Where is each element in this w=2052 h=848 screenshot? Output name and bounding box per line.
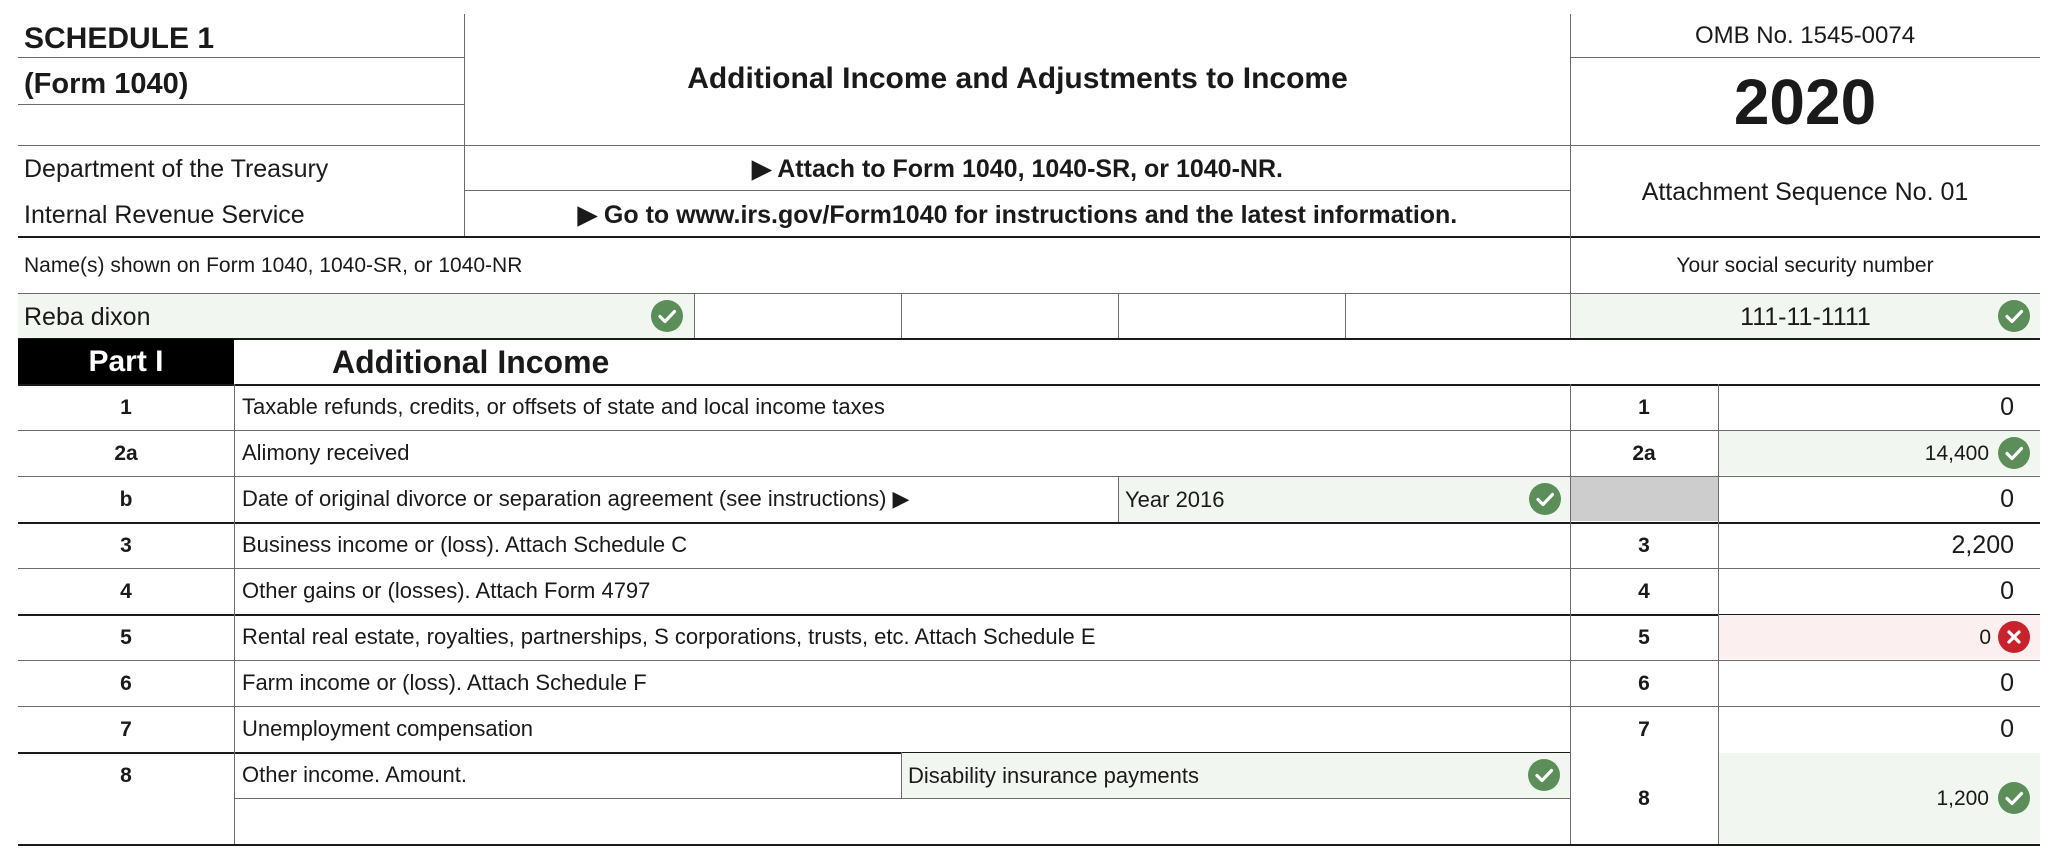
check-circle-icon xyxy=(1528,759,1560,791)
line-description: Rental real estate, royalties, partnerships, S corporations, trusts, etc. Attach Schedule E xyxy=(242,624,1096,649)
amount-value: 2,200 xyxy=(1951,531,2014,559)
amount-value: 0 xyxy=(1979,626,1991,649)
line-7-row xyxy=(18,706,2040,752)
name-extra-field-4[interactable] xyxy=(1346,294,1570,338)
x-circle-icon xyxy=(1998,621,2030,653)
line-7-amount-field[interactable] xyxy=(1719,707,2040,751)
line-4-amount-field[interactable] xyxy=(1719,569,2040,613)
line-6-row xyxy=(18,660,2040,706)
omb-number: OMB No. 1545-0074 xyxy=(1694,22,1916,49)
attachment-sequence: Attachment Sequence No. 01 xyxy=(1641,178,1969,206)
irs-label: Internal Revenue Service xyxy=(24,201,305,229)
form-title: Additional Income and Adjustments to Income xyxy=(687,62,1348,95)
line-number: b xyxy=(119,488,133,511)
line-description: Other income. Amount. xyxy=(242,762,467,787)
line-number: 3 xyxy=(120,534,132,557)
other-income-description-continuation[interactable] xyxy=(235,799,1570,843)
line-8-row xyxy=(18,752,2040,844)
schedule-label: SCHEDULE 1 xyxy=(24,22,215,55)
line-number: 7 xyxy=(120,718,132,741)
amount-value: 0 xyxy=(2000,577,2014,605)
line-description: Farm income or (loss). Attach Schedule F xyxy=(242,670,647,695)
shaded-box xyxy=(1571,477,1718,521)
name-extra-field-3[interactable] xyxy=(1119,294,1345,338)
divorce-year-field[interactable] xyxy=(1119,477,1570,521)
line-2b-amount-field[interactable] xyxy=(1719,477,2040,521)
line-1-row xyxy=(18,384,2040,430)
line-number: 6 xyxy=(120,672,132,695)
line-box-number: 5 xyxy=(1638,626,1650,649)
line-description: Other gains or (losses). Attach Form 4797 xyxy=(242,578,651,603)
tax-year: 2020 xyxy=(1733,66,1877,138)
part-label-text: Part I xyxy=(88,345,164,378)
line-number: 1 xyxy=(120,396,132,419)
line-2b-row xyxy=(18,476,2040,522)
attach-instruction: ▶ Attach to Form 1040, 1040-SR, or 1040-NR. xyxy=(752,155,1283,183)
line-number: 8 xyxy=(120,764,132,787)
amount-value: 0 xyxy=(2000,485,2014,513)
check-circle-icon xyxy=(1998,437,2030,469)
name-extra-field-2[interactable] xyxy=(902,294,1118,338)
line-description: Business income or (loss). Attach Schedule C xyxy=(242,532,688,557)
line-5-row xyxy=(18,614,2040,660)
check-circle-icon xyxy=(1998,782,2030,814)
name-value: Reba dixon xyxy=(24,303,151,331)
line-3-amount-field[interactable] xyxy=(1719,523,2040,567)
line-box-number: 4 xyxy=(1638,580,1650,603)
line-2a-amount-field[interactable] xyxy=(1719,431,2040,475)
line-box-number: 6 xyxy=(1638,672,1650,695)
amount-value: 1,200 xyxy=(1936,787,1989,810)
line-number: 5 xyxy=(120,626,132,649)
line-6-amount-field[interactable] xyxy=(1719,661,2040,705)
line-number: 4 xyxy=(120,580,132,603)
check-circle-icon xyxy=(1529,483,1561,515)
line-3-row xyxy=(18,522,2040,568)
amount-value: 0 xyxy=(2000,669,2014,697)
name-extra-field-1[interactable] xyxy=(695,294,901,338)
other-income-description-field[interactable] xyxy=(902,753,1570,798)
amount-value: 14,400 xyxy=(1924,442,1989,465)
divorce-year-value: Year 2016 xyxy=(1125,487,1225,512)
line-description: Alimony received xyxy=(242,440,410,465)
name-field[interactable] xyxy=(18,294,694,338)
line-box-number: 2a xyxy=(1632,442,1656,465)
line-box-number: 1 xyxy=(1638,396,1650,419)
line-box-number: 3 xyxy=(1638,534,1650,557)
department-label: Department of the Treasury xyxy=(24,155,329,183)
check-circle-icon xyxy=(651,300,683,332)
line-box-number: 7 xyxy=(1638,718,1650,741)
name-label: Name(s) shown on Form 1040, 1040-SR, or 1040-NR xyxy=(24,254,523,277)
ssn-label: Your social security number xyxy=(1676,254,1934,277)
line-5-amount-field[interactable] xyxy=(1719,615,2040,659)
form-label: (Form 1040) xyxy=(24,68,189,100)
line-8-amount-field[interactable] xyxy=(1719,753,2040,843)
line-description: Taxable refunds, credits, or offsets of state and local income taxes xyxy=(242,394,885,419)
amount-value: 0 xyxy=(2000,393,2014,421)
amount-value: 0 xyxy=(2000,715,2014,743)
ssn-value: 111-11-1111 xyxy=(1740,303,1871,331)
line-1-amount-field[interactable] xyxy=(1719,385,2040,429)
ssn-field[interactable] xyxy=(1571,294,2040,338)
part-label xyxy=(18,339,234,384)
line-box-number: 8 xyxy=(1638,787,1650,810)
goto-instruction: ▶ Go to www.irs.gov/Form1040 for instructions and the latest information. xyxy=(577,201,1458,229)
part-title: Additional Income xyxy=(332,344,610,380)
line-description: Date of original divorce or separation agreement (see instructions) ▶ xyxy=(242,486,910,511)
line-4-row xyxy=(18,568,2040,614)
other-income-description-value: Disability insurance payments xyxy=(908,763,1200,788)
line-description: Unemployment compensation xyxy=(242,716,534,741)
line-number: 2a xyxy=(114,442,138,465)
check-circle-icon xyxy=(1998,300,2030,332)
line-2a-row xyxy=(18,430,2040,476)
